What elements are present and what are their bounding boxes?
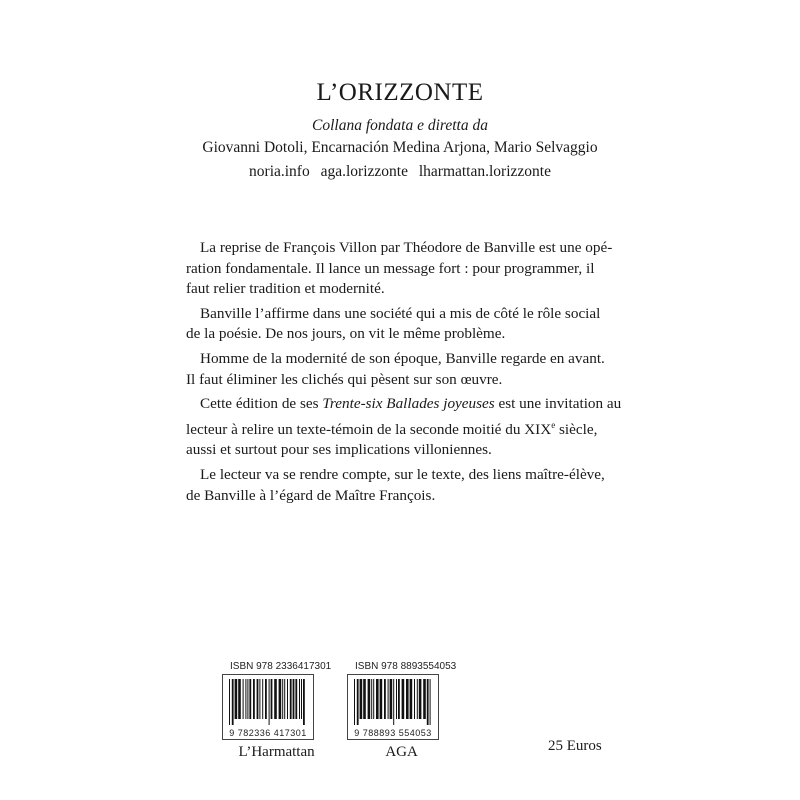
barcode-bars — [227, 679, 309, 725]
series-header — [0, 78, 800, 182]
barcode-bar — [402, 679, 405, 719]
barcode-digits: 9 782336 417301 — [229, 728, 307, 738]
paragraph-3 — [186, 349, 615, 390]
barcode-bar — [282, 679, 283, 719]
text-line: Banville l’affirme dans une société qui a mis de côté le rôle social — [200, 304, 601, 322]
barcode-bar — [301, 679, 302, 719]
barcode-bar — [265, 679, 267, 719]
barcode-bar — [368, 679, 371, 719]
text-line: Il faut éliminer les clichés qui pèsent sur son œuvre. — [186, 370, 503, 388]
isbn-label: ISBN 978 2336417301 — [230, 661, 332, 672]
link-lharmattan: lharmattan.lorizzonte — [418, 163, 551, 180]
barcode-bar — [232, 679, 234, 725]
book-title: Trente-six Ballades joyeuses — [322, 395, 495, 413]
series-subtitle: Collana fondata e diretta da — [312, 117, 488, 134]
barcode-bar — [396, 679, 397, 719]
barcode-bar — [430, 679, 431, 725]
barcode-bar — [417, 679, 418, 719]
barcode-bar — [279, 679, 282, 719]
text-line — [186, 415, 615, 441]
text-line: La reprise de François Villon par Théodore de Banville est une opé- — [200, 239, 613, 256]
barcode-bar — [376, 679, 379, 719]
barcode-bar — [354, 679, 355, 725]
barcode-bar — [293, 679, 295, 719]
paragraph-5 — [186, 465, 615, 506]
barcode-bar — [423, 679, 426, 719]
barcode-bar — [384, 679, 386, 719]
barcode-bar — [427, 679, 429, 725]
barcode-bar — [235, 679, 238, 719]
barcode-bar — [390, 679, 393, 719]
barcode-bar — [284, 679, 285, 719]
isbn-label: ISBN 978 8893554053 — [355, 661, 457, 672]
barcode-bar — [363, 679, 366, 719]
barcode-bar — [373, 679, 374, 719]
series-title: L’ORIZZONTE — [316, 79, 484, 106]
barcode-bar — [287, 679, 288, 719]
barcode-bar — [259, 679, 260, 719]
barcode-bar — [243, 679, 244, 719]
text-line: ration fondamentale. Il lance un message fort : pour programmer, il — [186, 259, 595, 277]
barcode-bar — [229, 679, 230, 725]
barcode-digits: 9 788893 554053 — [354, 728, 432, 738]
barcode-bar — [245, 679, 246, 719]
barcode-aga — [347, 660, 456, 761]
text-fragment: Cette édition de ses — [200, 395, 323, 413]
text-line — [186, 394, 622, 415]
link-noria: noria.info — [249, 163, 310, 180]
barcode-bar — [271, 679, 273, 719]
barcode-bar — [388, 679, 389, 719]
barcode-bar — [410, 679, 413, 719]
text-line: aussi et surtout pour ses implications villoniennes. — [186, 441, 492, 459]
superscript: e — [551, 419, 556, 430]
barcode-bar — [419, 679, 422, 719]
barcode-bar — [414, 679, 415, 719]
barcode-bars — [352, 679, 434, 725]
price-label: 25 Euros — [548, 738, 602, 754]
barcode-bar — [295, 679, 297, 719]
publisher-name: AGA — [385, 744, 418, 760]
series-links — [0, 162, 800, 182]
paragraph-1 — [186, 238, 615, 300]
text-line: Homme de la modernité de son époque, Banville regarde en avant. — [200, 349, 605, 367]
barcode-bar — [371, 679, 372, 719]
barcode-bar — [274, 679, 277, 719]
publisher-name: L’Harmattan — [238, 744, 315, 760]
text-fragment: lecteur à relire un texte-témoin de la seconde moitié du XIX — [186, 420, 552, 438]
barcode-harmattan — [222, 660, 331, 761]
barcode-bar — [357, 679, 359, 725]
barcode-bar — [269, 679, 270, 725]
barcode-bar — [249, 679, 251, 719]
text-line: faut relier tradition et modernité. — [186, 280, 385, 298]
barcode-bar — [262, 679, 263, 719]
text-line: de Banville à l’égard de Maître François. — [186, 486, 436, 504]
barcode-box — [347, 674, 439, 740]
barcode-bar — [393, 679, 394, 725]
text-fragment: est une invitation au — [494, 395, 622, 413]
link-aga: aga.lorizzonte — [320, 163, 408, 180]
barcode-bar — [253, 679, 255, 719]
paragraph-2 — [186, 304, 615, 345]
barcode-bar — [290, 679, 292, 719]
paragraph-4 — [186, 394, 622, 461]
barcode-bar — [360, 679, 363, 719]
barcode-bar — [398, 679, 400, 719]
barcode-bar — [238, 679, 241, 719]
barcode-bar — [247, 679, 248, 719]
barcode-bar — [299, 679, 300, 719]
barcode-bar — [406, 679, 409, 719]
series-directors: Giovanni Dotoli, Encarnación Medina Arjona, Mario Selvaggio — [202, 139, 598, 156]
barcode-bar — [303, 679, 305, 725]
text-fragment: siècle, — [555, 420, 598, 438]
barcode-bar — [257, 679, 259, 719]
barcode-box — [222, 674, 314, 740]
text-line: de la poésie. De nos jours, on vit le même problème. — [186, 325, 506, 343]
text-line: Le lecteur va se rendre compte, sur le texte, des liens maître-élève, — [200, 465, 605, 483]
blurb — [186, 238, 622, 510]
barcode-bar — [380, 679, 383, 719]
